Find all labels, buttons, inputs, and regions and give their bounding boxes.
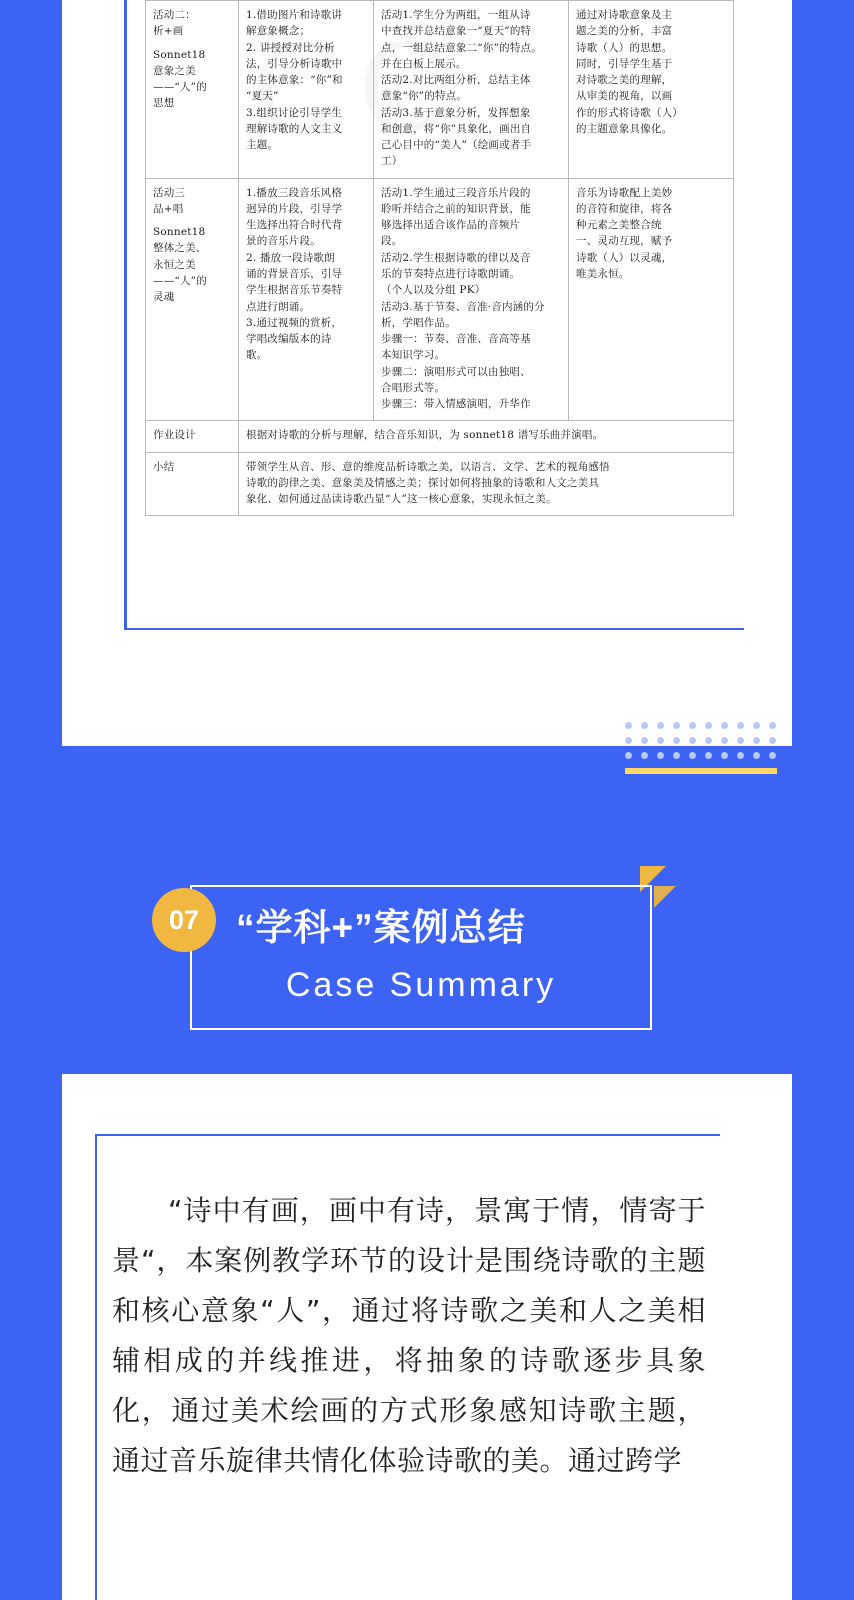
conclusion-label-cell: 小结 bbox=[146, 452, 239, 516]
top-content-panel bbox=[62, 0, 792, 746]
lesson-plan-table-wrapper bbox=[115, 0, 737, 516]
triangle-decoration-small bbox=[654, 886, 676, 908]
dot bbox=[705, 737, 712, 744]
table-left-accent-rule bbox=[124, 0, 127, 630]
dot bbox=[673, 752, 680, 759]
dot-row bbox=[625, 737, 777, 744]
dot bbox=[673, 722, 680, 729]
dot bbox=[641, 737, 648, 744]
section-title-english: Case Summary bbox=[285, 966, 557, 1004]
dot bbox=[737, 722, 744, 729]
dot-grid-decoration bbox=[625, 722, 777, 764]
dot bbox=[769, 752, 776, 759]
table-body bbox=[146, 1, 734, 516]
section-title-chinese: “学科+”案例总结 bbox=[236, 907, 526, 948]
dot bbox=[721, 722, 728, 729]
dot bbox=[673, 737, 680, 744]
dot bbox=[625, 737, 632, 744]
conclusion-text-cell: 带领学生从音、形、意的维度品析诗歌之美，以语言、文学、艺术的视角感悟 诗歌的韵律之美、意象美及情感之美；探讨如何将抽象的诗歌和人文之美具 象化、如何通过品读诗歌凸显“人”这一核心意象，实现永恒之美。 bbox=[239, 452, 734, 516]
activity-two-teacher-cell: 1.借助图片和诗歌讲 解意象概念； 2. 讲授授对比分析 法，引导分析诗歌中 的主体意象：“你”和 “夏天” 3.组织讨论引导学生 理解诗歌的人文主义 主题。 bbox=[239, 1, 374, 179]
spacer bbox=[153, 217, 231, 224]
dot bbox=[689, 752, 696, 759]
table-row bbox=[146, 178, 734, 421]
dot bbox=[737, 737, 744, 744]
dot bbox=[721, 737, 728, 744]
dot bbox=[705, 722, 712, 729]
dot bbox=[689, 737, 696, 744]
dot bbox=[689, 722, 696, 729]
section-number-badge: 07 bbox=[152, 888, 216, 952]
dot bbox=[657, 722, 664, 729]
dot bbox=[657, 737, 664, 744]
lesson-plan-table bbox=[145, 0, 734, 516]
activity-two-student-cell: 活动1.学生分为两组，一组从诗 中查找并总结意象一“夏天”的特 点，一组总结意象二“你”的特点。 并在白板上展示。 活动2.对比两组分析，总结主体 意象“你”的特点。 活动3.基于意象分析，发挥想象 和创意，将“你”具象化，画出自 己心目中的“美人”（绘画或者手 工） bbox=[374, 1, 569, 179]
activity-two-label-cell: 活动二： 析+画 Sonnet18 意象之美 ——“人”的 思想 bbox=[146, 1, 239, 179]
yellow-accent-bar bbox=[625, 768, 777, 774]
dot bbox=[721, 752, 728, 759]
table-row bbox=[146, 421, 734, 452]
activity-three-label-cell: 活动三 品+唱 Sonnet18 整体之美、 永恒之美 ——“人”的 灵魂 bbox=[146, 178, 239, 421]
dot bbox=[625, 722, 632, 729]
dot bbox=[641, 722, 648, 729]
dot bbox=[753, 737, 760, 744]
dot-row bbox=[625, 752, 777, 759]
dot bbox=[657, 752, 664, 759]
dot bbox=[753, 722, 760, 729]
table-row bbox=[146, 452, 734, 516]
dot bbox=[753, 752, 760, 759]
dot bbox=[769, 722, 776, 729]
activity-two-intent-cell: 通过对诗歌意象及主 题之美的分析，丰富 诗歌（人）的思想。 同时，引导学生基于 对诗歌之美的理解， 从审美的视角，以画 作的形式将诗歌（人） 的主题意象具像化。 bbox=[569, 1, 734, 179]
spacer bbox=[153, 40, 231, 47]
summary-paragraph: “诗中有画，画中有诗，景寓于情，情寄于景“，本案例教学环节的设计是围绕诗歌的主题和核心意象“人”，通过将诗歌之美和人之美相辅相成的并线推进，将抽象的诗歌逐步具象化，通过美术绘画的方式形象感知诗歌主题，通过音乐旋律共情化体验诗歌的美。通过跨学 bbox=[112, 1194, 706, 1477]
activity-three-teacher-cell: 1.播放三段音乐风格 迥异的片段，引导学 生选择出符合时代背 景的音乐片段。 2. 播放一段诗歌朗 诵的背景音乐，引导 学生根据音乐节奏特 点进行朗诵。 3.通过视频的赏析， 学唱改编版本的诗 歌。 bbox=[239, 178, 374, 421]
summary-left-accent-rule bbox=[95, 1134, 97, 1600]
dot bbox=[737, 752, 744, 759]
activity-three-intent-cell: 音乐为诗歌配上美妙 的音符和旋律，将各 种元素之美整合统 一、灵动互现，赋予 诗歌（人）以灵魂， 唯美永恒。 bbox=[569, 178, 734, 421]
dot bbox=[625, 752, 632, 759]
dot bbox=[705, 752, 712, 759]
dot bbox=[641, 752, 648, 759]
dot-row bbox=[625, 722, 777, 729]
homework-label-cell: 作业设计 bbox=[146, 421, 239, 452]
dot bbox=[769, 737, 776, 744]
summary-top-accent-rule bbox=[95, 1134, 720, 1136]
table-bottom-accent-rule bbox=[124, 628, 744, 630]
homework-text-cell: 根据对诗歌的分析与理解，结合音乐知识，为 sonnet18 谱写乐曲并演唱。 bbox=[239, 421, 734, 452]
table-row bbox=[146, 1, 734, 179]
activity-three-student-cell: 活动1.学生通过三段音乐片段的 聆听并结合之前的知识背景，能 够选择出适合该作品的音频片 段。 活动2.学生根据诗歌的律以及音 乐的节奏特点进行诗歌朗诵。 （个人以及分组 PK） 活动3.基于节奏、音准·音内涵的分 析，学唱作品。 步骤一：节奏、音准、音高等基 本知识学习。 步骤二：演唱形式可以由独唱、 合唱形式等。 步骤三：带入情感演唱，升华作 bbox=[374, 178, 569, 421]
